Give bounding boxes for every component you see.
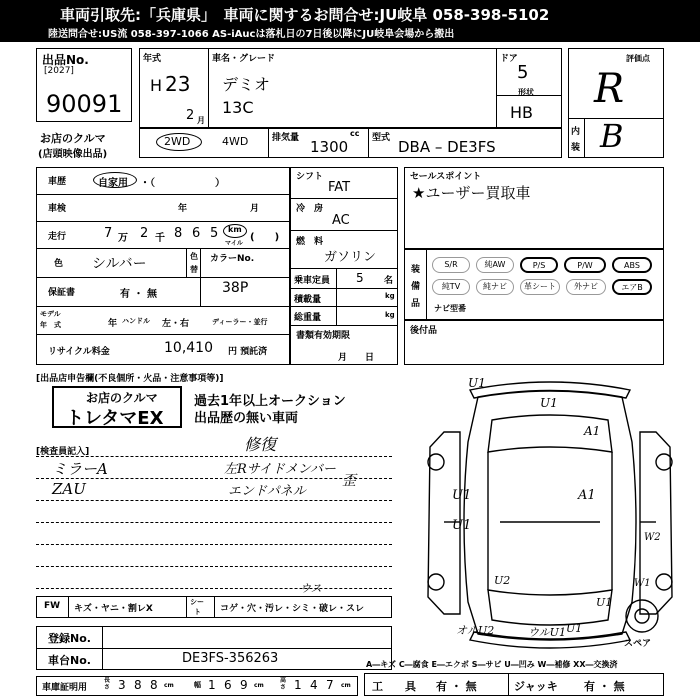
handle-label: ハンドル	[122, 317, 150, 325]
cert-v0: 3	[118, 678, 126, 692]
year-era: H	[150, 76, 163, 95]
history-label: 車歴	[48, 177, 67, 187]
document-label: 書類有効期限	[296, 331, 351, 341]
diag-mark-12: ウルU1	[528, 626, 566, 639]
seller-notes-label: [出品店申告欄(不良個所・火品・注意事項等)]	[36, 374, 224, 384]
door-value: 5	[517, 62, 529, 83]
repair-line-3: 歪	[342, 473, 356, 489]
cert-v4: 6	[224, 678, 232, 692]
color-label: 色	[54, 259, 64, 269]
sales-label: セールスポイント	[410, 172, 482, 182]
weight-unit: kg	[385, 311, 395, 319]
car-grade: 13C	[222, 98, 254, 117]
model-label: 型式	[372, 133, 391, 143]
cert-label: 車庫証明用	[42, 683, 88, 693]
fw-items: キズ・ヤニ・割レX	[74, 604, 153, 614]
door-label: ドア	[500, 54, 518, 64]
fw-label: FW	[44, 601, 61, 611]
navi-label: ナビ型番	[434, 304, 466, 313]
name-label: 車名・グレード	[212, 54, 276, 64]
banner-brand: トレタマEX	[66, 408, 164, 429]
recycle-unit: 円 預託済	[228, 347, 268, 357]
year-value: 23	[165, 72, 191, 96]
cert-v6: 1	[294, 678, 302, 692]
equip-navi: 純ナビ	[476, 279, 514, 295]
mileage-mile: マイル	[225, 240, 243, 247]
model-value: DBA – DE3FS	[398, 138, 496, 156]
warranty-value: 有 ・ 無	[120, 289, 157, 300]
score-label: 評価点	[626, 54, 650, 63]
equip-label-1: 装	[411, 265, 421, 275]
cert-v7: 4	[310, 678, 318, 692]
month-value: 2	[186, 108, 195, 123]
capacity-value: 5	[356, 271, 364, 285]
seat-label-1: シー	[190, 598, 204, 606]
cert-v1: 8	[134, 678, 142, 692]
defect-legend: A―キズ C―腐食 E―エクボ S―サビ U―凹み W―補修 XX―交換済	[366, 660, 618, 669]
mileage-d0: 7	[104, 226, 113, 241]
color-change-2: 替	[190, 265, 198, 274]
shift-value: FAT	[328, 180, 351, 195]
tools-value: 有 ・ 無	[436, 680, 477, 693]
mileage-paren: ( )	[250, 232, 280, 243]
mileage-label: 走行	[48, 232, 67, 242]
fuel-value: ガソリン	[324, 250, 377, 265]
inspector-note-1: ミラーA	[52, 460, 108, 478]
equip-leather: 革シート	[520, 279, 560, 295]
diag-mark-10: U1	[596, 596, 613, 609]
diag-mark-13: U1	[566, 622, 583, 635]
tools-label: 工 具	[372, 680, 416, 693]
diag-mark-6: U1	[452, 518, 472, 533]
displacement-value: 1300	[310, 138, 349, 156]
year-label: 年式	[143, 54, 162, 64]
shape-value: HB	[510, 103, 534, 122]
entry-number: 90091	[46, 90, 123, 118]
shift-label: シフト	[296, 172, 324, 182]
chassis-value: DE3FS-356263	[182, 651, 279, 666]
spare-label: スペア	[624, 639, 652, 649]
month-unit: 月	[197, 116, 205, 125]
diag-mark-2: U1	[540, 396, 558, 410]
mileage-km: km	[228, 225, 242, 234]
mileage-d3: 千	[155, 233, 165, 244]
jack-value: 有 ・ 無	[584, 680, 625, 693]
equip-abs: ABS	[612, 257, 652, 273]
inspector-label: [検査員記入]	[36, 447, 90, 457]
capacity-unit: 名	[384, 276, 394, 286]
diag-mark-1: U1	[468, 376, 486, 390]
jack-label: ジャッキ	[514, 680, 558, 693]
cert-v8: 7	[326, 678, 334, 692]
seat-hand-note: ウス	[300, 582, 322, 595]
equip-tv: 純TV	[432, 279, 470, 295]
inspection-label: 車検	[48, 204, 67, 214]
sales-point: ★ユーザー買取車	[412, 184, 531, 202]
interior-label-1: 内	[571, 127, 581, 137]
model-year-unit: 年	[108, 319, 118, 329]
displacement-unit: cc	[350, 129, 360, 138]
seat-label-2: ト	[194, 608, 201, 616]
model-year-label-2: 年 式	[40, 321, 61, 329]
color-value: シルバー	[92, 256, 147, 272]
inspector-note-2: ZAU	[52, 480, 86, 498]
entry-year-tag: [2027]	[44, 66, 74, 76]
post-install-box	[404, 320, 664, 365]
history-private: 自家用	[98, 178, 128, 189]
history-box	[36, 167, 290, 365]
header-line2: 陸送問合せ:US流 058-397-1066 AS-iAucは落札日の7日後以降にJU岐阜会場から搬出	[48, 29, 455, 40]
seat-items: コゲ・穴・汚レ・シミ・破レ・スレ	[220, 604, 365, 614]
diag-mark-4: U1	[452, 488, 472, 503]
banner-line2: 出品歴の無い車両	[194, 411, 299, 426]
mileage-d5: 6	[192, 226, 201, 241]
repair-title: 修復	[244, 435, 277, 454]
color-change-1: 色	[190, 252, 198, 261]
mileage-d2: 2	[140, 226, 149, 241]
inspection-year-unit: 年	[178, 204, 188, 214]
equip-label-2: 備	[411, 282, 421, 292]
entry-label: 出品No.	[42, 53, 89, 67]
diag-mark-3: A1	[584, 424, 601, 438]
shop-line1: お店のクルマ	[40, 132, 106, 145]
equip-ext-navi: 外ナビ	[566, 279, 606, 295]
equip-label-3: 品	[411, 299, 421, 309]
interior-value: B	[600, 117, 624, 155]
load-unit: kg	[385, 292, 395, 300]
shape-label: 形状	[518, 88, 534, 97]
mileage-d6: 5	[210, 226, 219, 241]
ac-value: AC	[332, 213, 350, 228]
mileage-d1: 万	[118, 233, 128, 244]
cert-sub-height: 高 さ	[280, 677, 287, 691]
load-label: 積載量	[294, 295, 322, 305]
reg-label: 登録No.	[48, 632, 91, 645]
recycle-label: リサイクル料金	[48, 347, 110, 357]
equip-pw: P/W	[564, 257, 606, 273]
ac-label: 冷 房	[296, 204, 324, 214]
cert-unit-3: cm	[341, 682, 351, 689]
diag-mark-5: A1	[578, 488, 596, 503]
fuel-label: 燃 料	[296, 237, 324, 247]
diag-mark-9: W1	[634, 578, 651, 589]
cert-sub-width: 幅	[194, 681, 201, 689]
repair-line-1: 左Rサイドメンバー	[224, 462, 336, 477]
cert-unit-2: cm	[254, 682, 264, 689]
diag-mark-11: オルU2	[456, 624, 495, 637]
header-bar	[0, 0, 700, 42]
color-no-value: 38P	[222, 280, 249, 296]
car-name: デミオ	[222, 75, 271, 94]
cert-unit-1: cm	[164, 682, 174, 689]
handle-value: 左・右	[162, 319, 190, 329]
recycle-amount: 10,410	[164, 340, 213, 356]
equip-aw: 純AW	[476, 257, 514, 273]
displacement-label: 排気量	[272, 133, 300, 143]
document-unit: 月 日	[338, 353, 375, 363]
cert-sub-len: 長 さ	[104, 677, 111, 691]
drive-4wd: 4WD	[222, 135, 249, 148]
weight-label: 総重量	[294, 313, 322, 323]
equip-airbag: エアB	[612, 279, 652, 295]
model-year-label-1: モデル	[40, 310, 61, 318]
color-no-label: カラーNo.	[210, 254, 255, 264]
score-value: R	[594, 66, 625, 112]
repair-line-2: エンドパネル	[228, 484, 306, 499]
capacity-label: 乗車定員	[294, 276, 331, 286]
equip-ps: P/S	[520, 257, 558, 273]
shop-line2: (店頭映像出品)	[38, 149, 108, 160]
interior-label-2: 装	[571, 143, 581, 153]
diag-mark-8: U2	[494, 574, 511, 587]
dealer-label: ディーラー・並行	[212, 318, 268, 326]
post-install-label: 後付品	[410, 326, 438, 336]
banner-shop: お店のクルマ	[86, 391, 158, 405]
inspection-month-unit: 月	[250, 204, 260, 214]
chassis-label: 車台No.	[48, 654, 91, 667]
diag-mark-7: W2	[644, 532, 661, 543]
cert-v5: 9	[240, 678, 248, 692]
cert-v2: 8	[150, 678, 158, 692]
header-line1: 車両引取先:「兵庫県」 車両に関するお問合せ:JU岐阜 058-398-5102	[60, 6, 550, 24]
mileage-d4: 8	[174, 226, 183, 241]
history-dots: ・（ ）	[140, 178, 225, 189]
cert-v3: 1	[208, 678, 216, 692]
drive-2wd: 2WD	[164, 135, 191, 148]
banner-line1: 過去1年以上オークション	[194, 394, 346, 409]
equip-sr: S/R	[432, 257, 470, 273]
warranty-label: 保証書	[48, 288, 76, 298]
